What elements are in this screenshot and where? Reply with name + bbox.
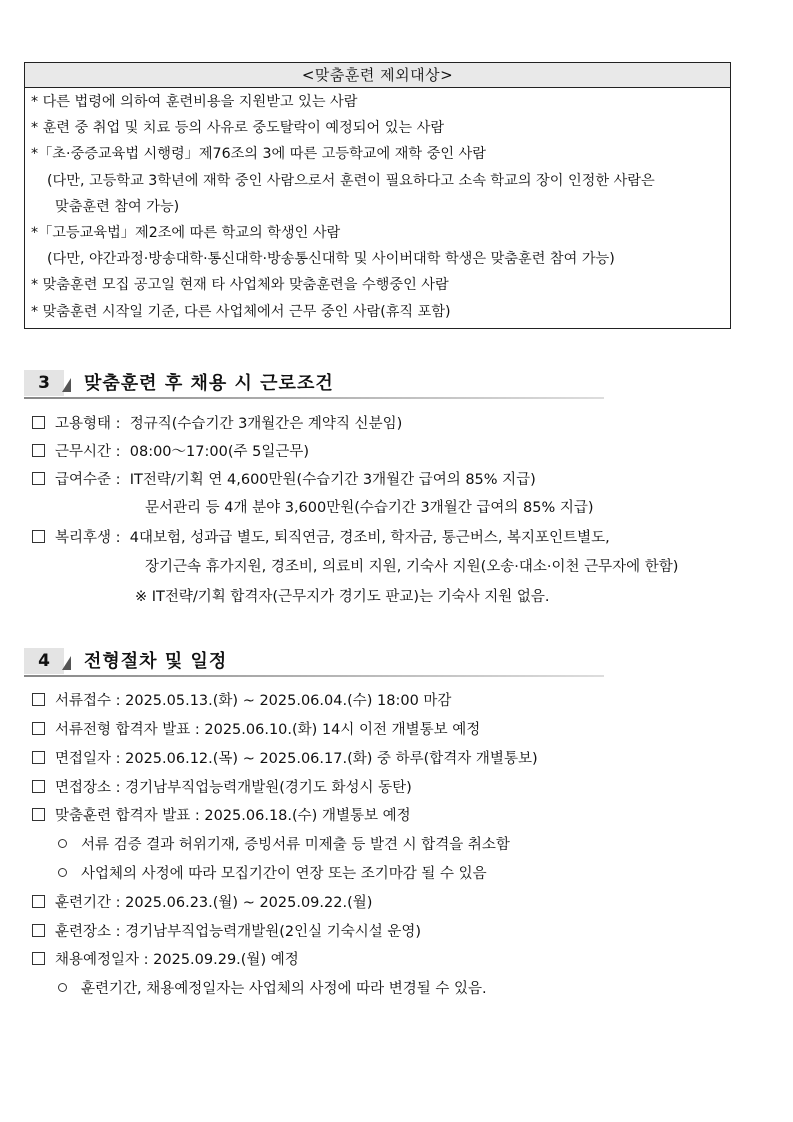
row-value: IT전략/기획 연 4,600만원(수습기간 3개월간 급여의 85% 지급)	[129, 472, 536, 488]
checkbox-square-icon	[32, 416, 45, 429]
schedule-item	[32, 806, 411, 826]
exclusion-line: * 맞춤훈련 시작일 기준, 다른 사업체에서 근무 중인 사람(휴직 포함)	[31, 303, 451, 320]
welfare-row	[32, 528, 610, 548]
schedule-subitem	[58, 835, 510, 855]
checkbox-square-icon	[32, 751, 45, 764]
exclusion-line: * 맞춤훈련 모집 공고일 현재 타 사업체와 맞춤훈련을 수행중인 사람	[31, 277, 449, 294]
checkbox-square-icon	[32, 530, 45, 543]
employment-row	[32, 414, 402, 434]
checkbox-square-icon	[32, 444, 45, 457]
exclusion-line: (다만, 고등학교 3학년에 재학 중인 사람으로서 훈련이 필요하다고 소속 학교의 장이 인정한 사람은	[47, 172, 655, 189]
welfare-note: ※ IT전략/기획 합격자(근무지가 경기도 판교)는 기숙사 지원 없음.	[135, 589, 550, 605]
row-value: 정규직(수습기간 3개월간은 계약직 신분임)	[129, 416, 403, 432]
exclusion-title: <맞춤훈련 제외대상>	[25, 63, 730, 88]
schedule-subitem	[58, 864, 487, 884]
schedule-item	[32, 922, 421, 942]
schedule-subtext: 훈련기간, 채용예정일자는 사업체의 사정에 따라 변경될 수 있음.	[81, 981, 487, 997]
row-label: 근무시간 :	[55, 444, 121, 460]
section-title: 전형절차 및 일정	[84, 651, 228, 672]
checkbox-square-icon	[32, 808, 45, 821]
schedule-text: 서류접수 : 2025.05.13.(화) ~ 2025.06.04.(수) 18:00 마감	[55, 693, 452, 709]
row-label: 급여수준 :	[55, 472, 121, 488]
schedule-item	[32, 720, 480, 740]
row-label: 복리후생 :	[55, 530, 121, 546]
exclusion-line: * 훈련 중 취업 및 치료 등의 사유로 중도탈락이 예정되어 있는 사람	[31, 120, 445, 137]
exclusion-body	[25, 88, 730, 328]
schedule-text: 훈련기간 : 2025.06.23.(월) ~ 2025.09.22.(월)	[55, 895, 373, 911]
checkbox-square-icon	[32, 895, 45, 908]
section-number: 3	[24, 370, 64, 396]
section-title: 맞춤훈련 후 채용 시 근로조건	[84, 373, 334, 394]
triangle-icon	[62, 656, 71, 670]
checkbox-square-icon	[32, 472, 45, 485]
schedule-item	[32, 749, 538, 769]
welfare-row-continued: 장기근속 휴가지원, 경조비, 의료비 지원, 기숙사 지원(오송·대소·이천 근무자에 한함)	[145, 559, 679, 575]
exclusion-line: *「고등교육법」제2조에 따른 학교의 학생인 사람	[31, 225, 341, 242]
schedule-text: 채용예정일자 : 2025.09.29.(월) 예정	[55, 952, 299, 968]
checkbox-square-icon	[32, 952, 45, 965]
hours-row	[32, 442, 309, 462]
exclusion-line: 맞춤훈련 참여 가능)	[55, 198, 180, 215]
schedule-item	[32, 950, 299, 970]
schedule-text: 서류전형 합격자 발표 : 2025.06.10.(화) 14시 이전 개별통보 예정	[55, 722, 481, 738]
salary-row-continued: 문서관리 등 4개 분야 3,600만원(수습기간 3개월간 급여의 85% 지급)	[145, 500, 594, 516]
section-3-header	[24, 370, 724, 398]
schedule-subtext: 서류 검증 결과 허위기재, 증빙서류 미제출 등 발견 시 합격을 취소함	[81, 837, 510, 853]
schedule-subtext: 사업체의 사정에 따라 모집기간이 연장 또는 조기마감 될 수 있음	[81, 866, 487, 882]
schedule-text: 면접장소 : 경기남부직업능력개발원(경기도 화성시 동탄)	[55, 780, 412, 796]
circle-bullet-icon	[58, 983, 67, 992]
schedule-item	[32, 778, 412, 798]
row-value: 4대보험, 성과급 별도, 퇴직연금, 경조비, 학자금, 통근버스, 복지포인트별도,	[129, 530, 610, 546]
checkbox-square-icon	[32, 924, 45, 937]
checkbox-square-icon	[32, 780, 45, 793]
section-number: 4	[24, 648, 64, 674]
exclusion-line: * 다른 법령에 의하여 훈련비용을 지원받고 있는 사람	[31, 94, 358, 110]
schedule-item	[32, 691, 451, 711]
exclusion-line: *「초·중증교육법 시행령」제76조의 3에 따른 고등학교에 재학 중인 사람	[31, 146, 486, 163]
section-rule	[24, 397, 604, 399]
checkbox-square-icon	[32, 693, 45, 706]
schedule-item	[32, 893, 372, 913]
schedule-text: 훈련장소 : 경기남부직업능력개발원(2인실 기숙시설 운영)	[55, 924, 422, 940]
salary-row	[32, 470, 536, 490]
schedule-text: 면접일자 : 2025.06.12.(목) ~ 2025.06.17.(화) 중 하루(합격자 개별통보)	[55, 751, 538, 767]
circle-bullet-icon	[58, 868, 67, 877]
schedule-subitem	[58, 979, 487, 999]
row-value: 08:00～17:00(주 5일근무)	[129, 444, 309, 460]
exclusion-table	[24, 62, 731, 329]
schedule-text: 맞춤훈련 합격자 발표 : 2025.06.18.(수) 개별통보 예정	[55, 808, 411, 824]
circle-bullet-icon	[58, 839, 67, 848]
triangle-icon	[62, 378, 71, 392]
section-4-header	[24, 648, 724, 676]
exclusion-line: (다만, 야간과정·방송대학·통신대학·방송통신대학 및 사이버대학 학생은 맞춤훈련 참여 가능)	[47, 251, 615, 268]
checkbox-square-icon	[32, 722, 45, 735]
row-label: 고용형태 :	[55, 416, 121, 432]
section-rule	[24, 675, 604, 677]
